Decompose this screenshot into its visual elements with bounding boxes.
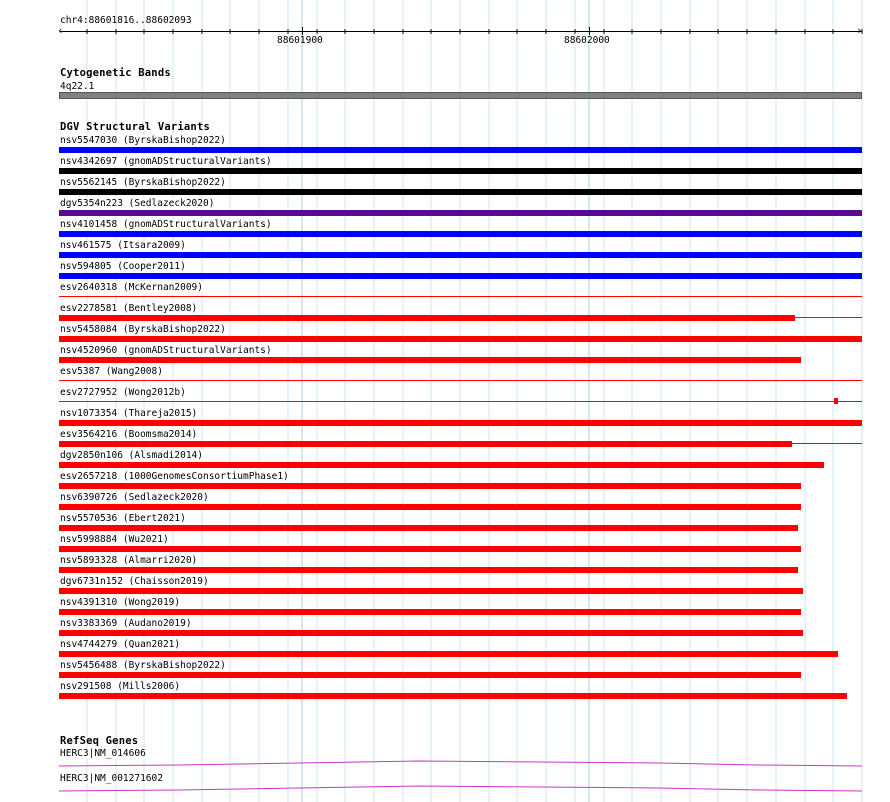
variant-label[interactable]: nsv5458084 (ByrskaBishop2022) [60,324,226,335]
variant-label[interactable]: nsv5456488 (ByrskaBishop2022) [60,660,226,671]
variant-label[interactable]: nsv6390726 (Sedlazeck2020) [60,492,209,503]
variant-label[interactable]: nsv5547030 (ByrskaBishop2022) [60,135,226,146]
cytoband-bar[interactable] [59,92,862,99]
variant-label[interactable]: nsv5570536 (Ebert2021) [60,513,186,524]
variant-feature-bar[interactable] [59,588,803,594]
variant-feature-bar[interactable] [59,315,795,321]
variant-label[interactable]: nsv4391310 (Wong2019) [60,597,181,608]
variant-label[interactable]: nsv5562145 (ByrskaBishop2022) [60,177,226,188]
track-title-cytogenetic-bands[interactable]: Cytogenetic Bands [60,67,171,79]
variant-feature-bar[interactable] [59,441,792,447]
variant-feature-line[interactable] [795,317,862,318]
track-title-dgv-structural-variants[interactable]: DGV Structural Variants [60,121,210,133]
variant-label[interactable]: nsv594805 (Cooper2011) [60,261,186,272]
variant-feature-bar[interactable] [59,672,801,678]
cytoband-label: 4q22.1 [60,81,95,92]
ruler-axis [60,31,862,32]
variant-feature-bar[interactable] [59,189,862,195]
variant-label[interactable]: esv2640318 (McKernan2009) [60,282,203,293]
variant-feature-bar[interactable] [59,252,862,258]
gene-model-nm-014606[interactable] [59,760,862,768]
variant-label[interactable]: esv2657218 (1000GenomesConsortiumPhase1) [60,471,289,482]
track-title-refseq-genes[interactable]: RefSeq Genes [60,735,139,747]
variant-label[interactable]: nsv4744279 (Quan2021) [60,639,181,650]
variant-label[interactable]: nsv5893328 (Almarri2020) [60,555,198,566]
variant-feature-bar[interactable] [59,630,803,636]
variant-feature-bar[interactable] [59,273,862,279]
variant-label[interactable]: dgv6731n152 (Chaisson2019) [60,576,209,587]
variant-feature-bar[interactable] [59,483,801,489]
gene-label-nm-014606[interactable]: HERC3|NM_014606 [60,748,146,759]
variant-label[interactable]: nsv3383369 (Audano2019) [60,618,192,629]
variant-feature-bar[interactable] [59,525,798,531]
variant-label[interactable]: nsv4520960 (gnomADStructuralVariants) [60,345,272,356]
variant-feature-bar[interactable] [59,147,862,153]
gene-model-nm-001271602[interactable] [59,785,862,793]
ruler-major-tick [302,27,303,35]
variant-feature-line[interactable] [792,443,862,444]
variant-feature-line[interactable] [59,296,862,297]
variant-feature-bar[interactable] [59,567,798,573]
variant-feature-bar[interactable] [59,210,862,216]
variant-feature-bar[interactable] [59,609,801,615]
variant-feature-bar[interactable] [59,504,801,510]
variant-feature-bar[interactable] [59,462,824,468]
variant-label[interactable]: nsv291508 (Mills2006) [60,681,181,692]
variant-feature-bar[interactable] [59,357,801,363]
variant-feature-line[interactable] [59,380,862,381]
variant-feature-bar[interactable] [59,651,838,657]
variant-label[interactable]: dgv5354n223 (Sedlazeck2020) [60,198,215,209]
variant-feature-bar[interactable] [59,168,862,174]
ruler-left-arrow-icon[interactable]: ‹ [57,24,64,37]
variant-feature-bar[interactable] [59,420,862,426]
locus-label: chr4:88601816..88602093 [60,15,192,26]
variant-feature-bar[interactable] [59,546,801,552]
variant-label[interactable]: esv2278581 (Bentley2008) [60,303,198,314]
variant-label[interactable]: nsv1073354 (Thareja2015) [60,408,198,419]
ruler-label-88601900: 88601900 [277,35,323,46]
variant-label[interactable]: nsv4342697 (gnomADStructuralVariants) [60,156,272,167]
variant-feature-bar[interactable] [59,336,862,342]
ruler-major-tick [589,27,590,35]
gene-label-nm-001271602[interactable]: HERC3|NM_001271602 [60,773,163,784]
variant-label[interactable]: nsv4101458 (gnomADStructuralVariants) [60,219,272,230]
variant-feature-block[interactable] [834,398,838,404]
ruler-label-88602000: 88602000 [564,35,610,46]
variant-feature-bar[interactable] [59,693,847,699]
variant-label[interactable]: nsv5998884 (Wu2021) [60,534,169,545]
variant-label[interactable]: esv3564216 (Boomsma2014) [60,429,198,440]
variant-feature-line[interactable] [59,401,862,402]
variant-label[interactable]: esv5387 (Wang2008) [60,366,163,377]
variant-label[interactable]: dgv2850n106 (Alsmadi2014) [60,450,203,461]
ruler-right-arrow-icon[interactable]: › [856,24,863,37]
variant-label[interactable]: nsv461575 (Itsara2009) [60,240,186,251]
variant-label[interactable]: esv2727952 (Wong2012b) [60,387,186,398]
variant-feature-bar[interactable] [59,231,862,237]
